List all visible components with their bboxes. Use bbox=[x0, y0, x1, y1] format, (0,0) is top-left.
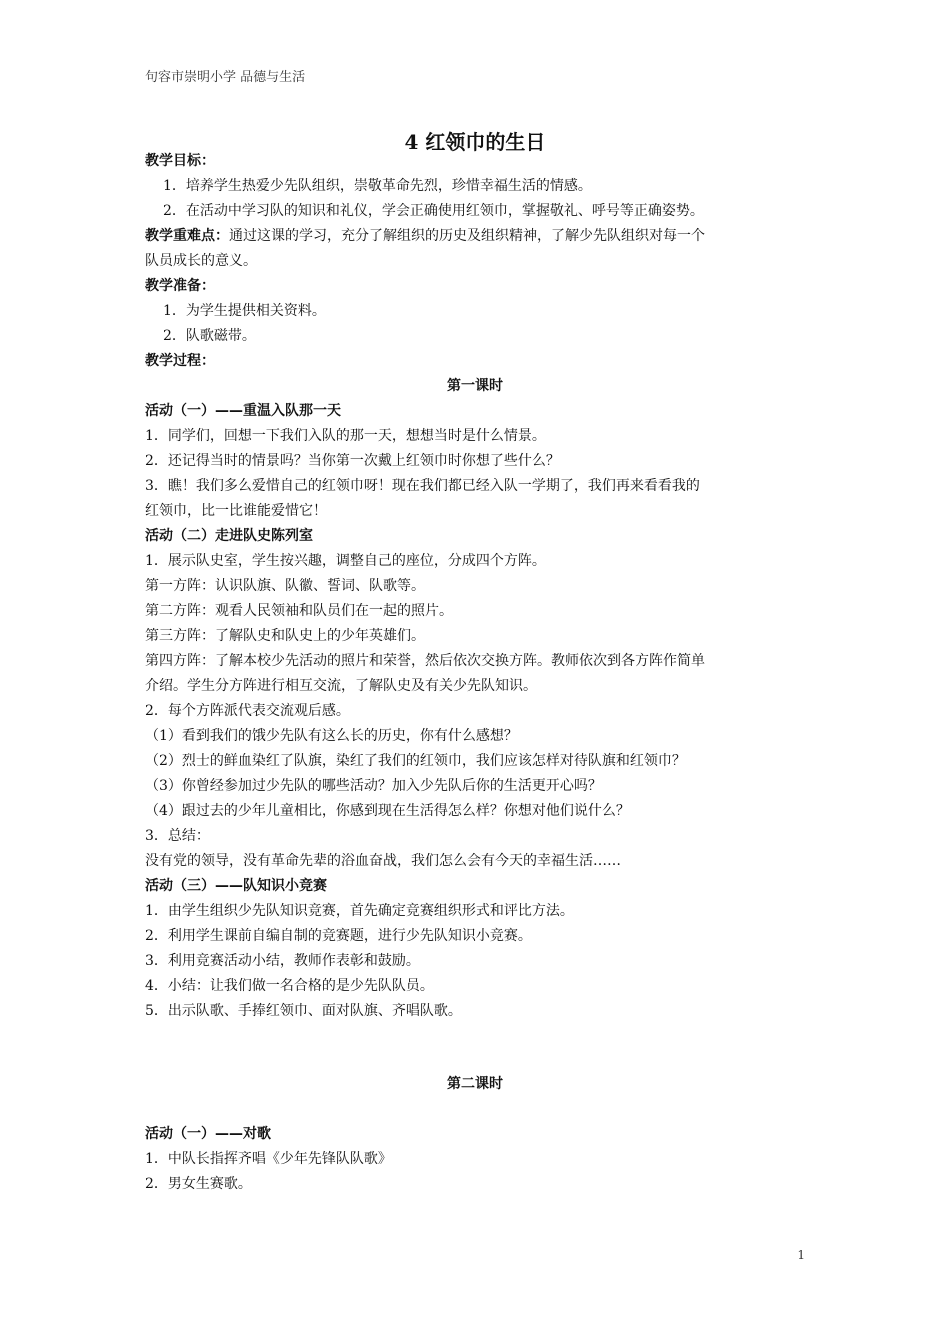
text-line: 5．出示队歌、手捧红领巾、面对队旗、齐唱队歌。 bbox=[145, 1003, 462, 1019]
text-line: （1）看到我们的饿少先队有这么长的历史，你有什么感想？ bbox=[145, 728, 518, 744]
text-line: 1．由学生组织少先队知识竞赛，首先确定竞赛组织形式和评比方法。 bbox=[145, 903, 574, 919]
prep-item: 2．队歌磁带。 bbox=[163, 328, 256, 344]
text-line: （2）烈士的鲜血染红了队旗，染红了我们的红领巾，我们应该怎样对待队旗和红领巾？ bbox=[145, 753, 686, 769]
lesson-title: 4 红领巾的生日 bbox=[404, 130, 546, 154]
activity-heading: 活动（一）——对歌 bbox=[145, 1126, 271, 1142]
lesson1-heading: 第一课时 bbox=[447, 378, 503, 394]
text-line: （4）跟过去的少年儿童相比，你感到现在生活得怎么样？你想对他们说什么？ bbox=[145, 803, 630, 819]
text-line: 1．同学们，回想一下我们入队的那一天，想想当时是什么情景。 bbox=[145, 428, 546, 444]
goals-heading: 教学目标： bbox=[145, 153, 215, 169]
text-line: 第四方阵：了解本校少先活动的照片和荣誉，然后依次交换方阵。教师依次到各方阵作简单 bbox=[145, 653, 705, 669]
prep-heading: 教学准备： bbox=[145, 278, 215, 294]
text-line: 2．每个方阵派代表交流观后感。 bbox=[145, 703, 350, 719]
page-header: 句容市崇明小学 品德与生活 bbox=[145, 70, 306, 85]
process-heading: 教学过程： bbox=[145, 353, 215, 369]
text-line: 4．小结：让我们做一名合格的是少先队队员。 bbox=[145, 978, 434, 994]
activity-heading: 活动（三）——队知识小竞赛 bbox=[145, 878, 327, 894]
keypoints-text-cont: 队员成长的意义。 bbox=[145, 253, 257, 269]
text-line: （3）你曾经参加过少先队的哪些活动？加入少先队后你的生活更开心吗？ bbox=[145, 778, 602, 794]
text-line: 没有党的领导，没有革命先辈的浴血奋战，我们怎么会有今天的幸福生活…… bbox=[145, 853, 621, 869]
text-line: 3．总结： bbox=[145, 828, 210, 844]
keypoints-line bbox=[145, 226, 705, 246]
keypoints-text: 通过这课的学习，充分了解组织的历史及组织精神，了解少先队组织对每一个 bbox=[229, 228, 705, 244]
goal-item: 2．在活动中学习队的知识和礼仪，学会正确使用红领巾，掌握敬礼、呼号等正确姿势。 bbox=[163, 203, 704, 219]
text-line: 介绍。学生分方阵进行相互交流，了解队史及有关少先队知识。 bbox=[145, 678, 537, 694]
text-line: 3．瞧！我们多么爱惜自己的红领巾呀！现在我们都已经入队一学期了，我们再来看看我的 bbox=[145, 478, 700, 494]
text-line: 第一方阵：认识队旗、队徽、誓词、队歌等。 bbox=[145, 578, 425, 594]
page-number: 1 bbox=[797, 1248, 805, 1262]
keypoints-heading: 教学重难点： bbox=[145, 228, 229, 244]
text-line: 2．利用学生课前自编自制的竞赛题，进行少先队知识小竞赛。 bbox=[145, 928, 532, 944]
text-line: 第三方阵：了解队史和队史上的少年英雄们。 bbox=[145, 628, 425, 644]
text-line: 2．男女生赛歌。 bbox=[145, 1176, 252, 1192]
prep-item: 1．为学生提供相关资料。 bbox=[163, 303, 326, 319]
text-line: 红领巾，比一比谁能爱惜它！ bbox=[145, 503, 327, 519]
activity-heading: 活动（一）——重温入队那一天 bbox=[145, 403, 341, 419]
text-line: 第二方阵：观看人民领袖和队员们在一起的照片。 bbox=[145, 603, 453, 619]
text-line: 2．还记得当时的情景吗？当你第一次戴上红领巾时你想了些什么？ bbox=[145, 453, 560, 469]
lesson2-heading: 第二课时 bbox=[447, 1076, 503, 1092]
text-line: 3．利用竞赛活动小结，教师作表彰和鼓励。 bbox=[145, 953, 420, 969]
text-line: 1．中队长指挥齐唱《少年先锋队队歌》 bbox=[145, 1151, 392, 1167]
text-line: 1．展示队史室，学生按兴趣，调整自己的座位，分成四个方阵。 bbox=[145, 553, 546, 569]
activity-heading: 活动（二）走进队史陈列室 bbox=[145, 528, 313, 544]
goal-item: 1．培养学生热爱少先队组织，崇敬革命先烈，珍惜幸福生活的情感。 bbox=[163, 178, 592, 194]
